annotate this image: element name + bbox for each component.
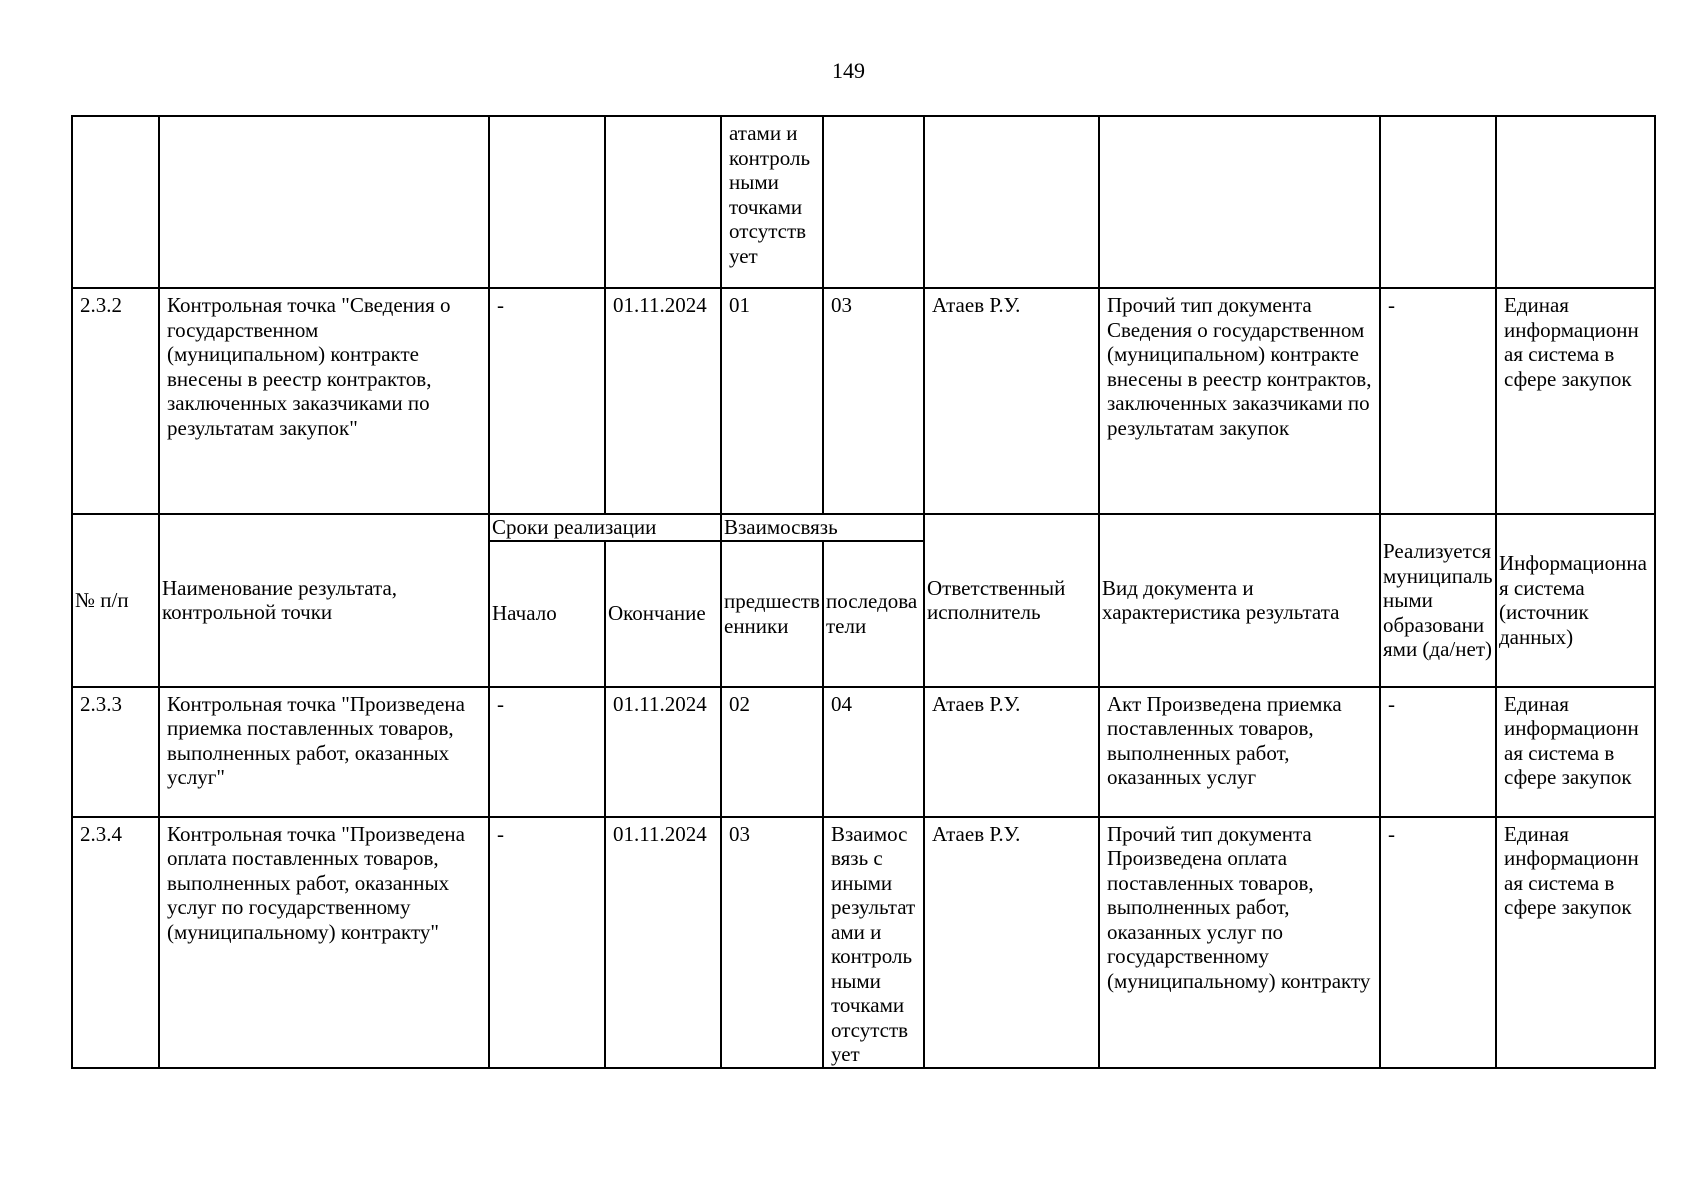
cell-end (605, 116, 721, 288)
cell-info-system: Единая информационная система в сфере закупок (1496, 687, 1655, 817)
cell-end: 01.11.2024 (605, 687, 721, 817)
cell-name: Контрольная точка "Произведена оплата поставленных товаров, выполненных работ, оказанных услуг по государственному (муниципальному) контракту" (159, 817, 489, 1068)
cell-num: 2.3.4 (72, 817, 159, 1068)
cell-successors: Взаимосвязь с иными результатами и контрольными точками отсутствует (823, 817, 924, 1068)
cell-name: Контрольная точка "Произведена приемка поставленных товаров, выполненных работ, оказанных услуг" (159, 687, 489, 817)
page-number: 149 (832, 58, 865, 83)
cell-name (159, 116, 489, 288)
header-start: Начало (489, 541, 605, 687)
cell-start: - (489, 817, 605, 1068)
header-name: Наименование результата, контрольной точки (159, 514, 489, 687)
cell-predecessors: 03 (721, 817, 823, 1068)
header-end: Окончание (605, 541, 721, 687)
cell-num (72, 116, 159, 288)
cell-doc-type (1099, 116, 1380, 288)
cell-end: 01.11.2024 (605, 817, 721, 1068)
table-header-row (72, 514, 1655, 541)
header-municipal: Реализуется муниципальными образованиями (да/нет) (1380, 514, 1496, 687)
cell-successors: 04 (823, 687, 924, 817)
cell-municipal: - (1380, 817, 1496, 1068)
header-num: № п/п (72, 514, 159, 687)
cell-info-system: Единая информационная система в сфере закупок (1496, 288, 1655, 514)
cell-doc-type: Прочий тип документа Сведения о государственном (муниципальном) контракте внесены в реестр контрактов, заключенных заказчиками по результатам закупок (1099, 288, 1380, 514)
cell-info-system (1496, 116, 1655, 288)
cell-num: 2.3.3 (72, 687, 159, 817)
header-info-system: Информационная система (источник данных) (1496, 514, 1655, 687)
plan-table (71, 115, 1656, 1069)
header-predecessors: предшественники (721, 541, 823, 687)
cell-name: Контрольная точка "Сведения о государственном (муниципальном) контракте внесены в реестр контрактов, заключенных заказчиками по результатам закупок" (159, 288, 489, 514)
header-doc-type: Вид документа и характеристика результата (1099, 514, 1380, 687)
cell-municipal (1380, 116, 1496, 288)
cell-start: - (489, 687, 605, 817)
cell-successors: 03 (823, 288, 924, 514)
cell-predecessors: 02 (721, 687, 823, 817)
cell-num: 2.3.2 (72, 288, 159, 514)
cell-municipal: - (1380, 288, 1496, 514)
cell-info-system: Единая информационная система в сфере закупок (1496, 817, 1655, 1068)
cell-start (489, 116, 605, 288)
cell-end: 01.11.2024 (605, 288, 721, 514)
cell-responsible: Атаев Р.У. (924, 687, 1099, 817)
cell-responsible: Атаев Р.У. (924, 288, 1099, 514)
table-row (72, 288, 1655, 514)
cell-doc-type: Прочий тип документа Произведена оплата поставленных товаров, выполненных работ, оказанных услуг по государственному (муниципальному) контракту (1099, 817, 1380, 1068)
cell-responsible (924, 116, 1099, 288)
table-row-continuation (72, 116, 1655, 288)
table-row (72, 817, 1655, 1068)
cell-start: - (489, 288, 605, 514)
cell-municipal: - (1380, 687, 1496, 817)
cell-predecessors: 01 (721, 288, 823, 514)
header-relation: Взаимосвязь (721, 514, 924, 541)
header-successors: последователи (823, 541, 924, 687)
cell-successors (823, 116, 924, 288)
cell-responsible: Атаев Р.У. (924, 817, 1099, 1068)
table-row (72, 687, 1655, 817)
header-responsible: Ответственный исполнитель (924, 514, 1099, 687)
cell-doc-type: Акт Произведена приемка поставленных товаров, выполненных работ, оказанных услуг (1099, 687, 1380, 817)
cell-successors-continued: атами и контрольными точками отсутствует (721, 116, 823, 288)
header-terms: Сроки реализации (489, 514, 721, 541)
